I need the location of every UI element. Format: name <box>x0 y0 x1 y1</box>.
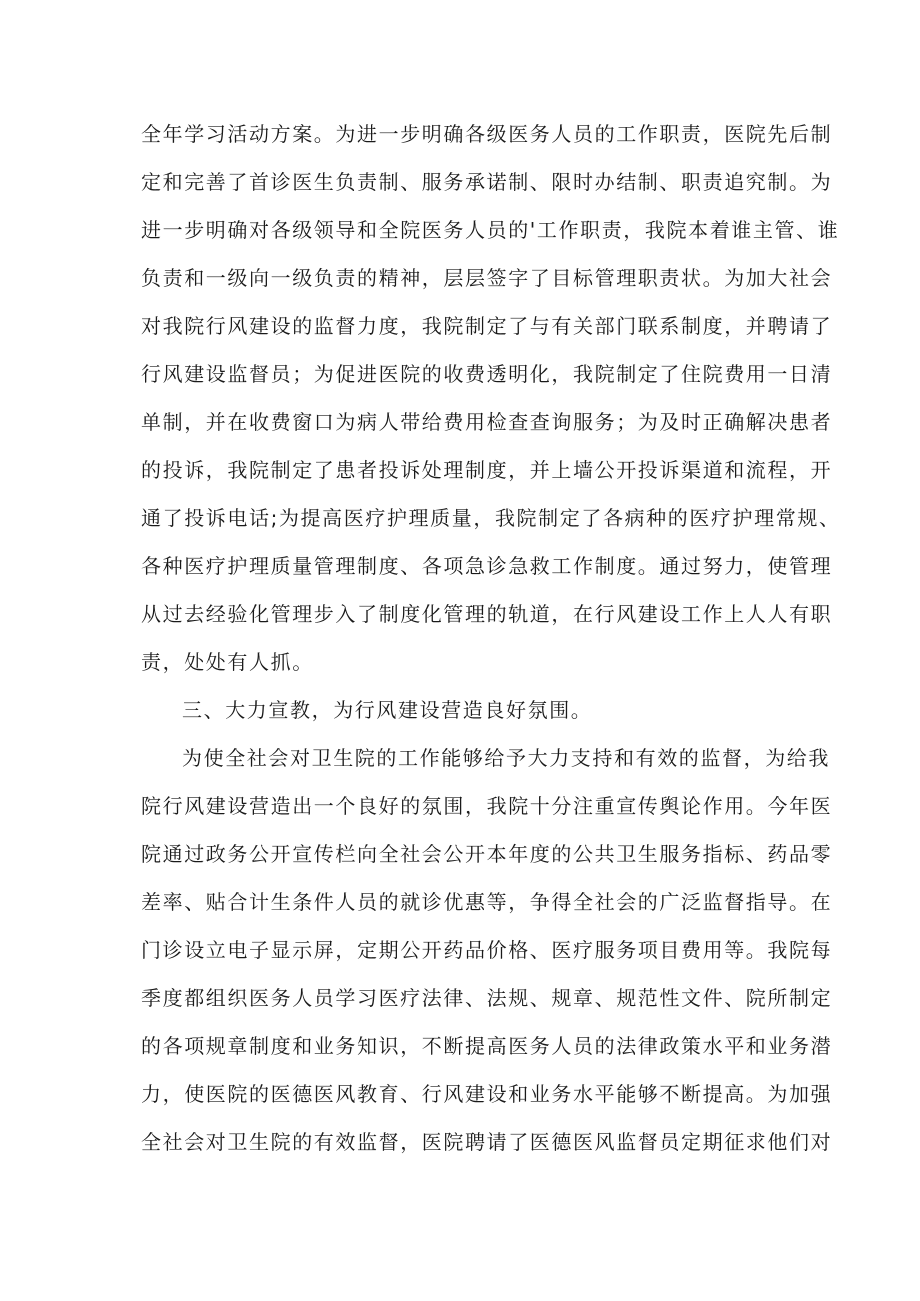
text-line-1: 全年学习活动方案。为进一步明确各级医务人员的工作职责，医院先后制 <box>141 122 833 146</box>
text-line-5: 对我院行风建设的监督力度，我院制定了与有关部门联系制度，并聘请了 <box>141 314 833 338</box>
text-line-16: 院通过政务公开宣传栏向全社会公开本年度的公共卫生服务指标、药品零 <box>141 842 833 866</box>
text-line-8: 的投诉，我院制定了患者投诉处理制度，并上墙公开投诉渠道和流程，开 <box>141 458 833 482</box>
text-line-3: 进一步明确对各级领导和全院医务人员的'工作职责，我院本着谁主管、谁 <box>141 218 840 242</box>
text-line-4: 负责和一级向一级负责的精神，层层签字了目标管理职责状。为加大社会 <box>141 266 833 290</box>
text-line-14: 为使全社会对卫生院的工作能够给予大力支持和有效的监督，为给我 <box>182 746 830 770</box>
text-line-17: 差率、贴合计生条件人员的就诊优惠等，争得全社会的广泛监督指导。在 <box>141 890 833 914</box>
text-line-18: 门诊设立电子显示屏，定期公开药品价格、医疗服务项目费用等。我院每 <box>141 938 833 962</box>
text-line-22: 全社会对卫生院的有效监督，医院聘请了医德医风监督员定期征求他们对 <box>141 1130 833 1154</box>
text-line-11: 从过去经验化管理步入了制度化管理的轨道，在行风建设工作上人人有职 <box>141 602 833 626</box>
text-line-6: 行风建设监督员；为促进医院的收费透明化，我院制定了住院费用一日清 <box>141 362 833 386</box>
text-line-19: 季度都组织医务人员学习医疗法律、法规、规章、规范性文件、院所制定 <box>141 986 833 1010</box>
section-heading: 三、大力宣教，为行风建设营造良好氛围。 <box>182 698 593 722</box>
text-line-9: 通了投诉电话;为提高医疗护理质量，我院制定了各病种的医疗护理常规、 <box>141 506 841 530</box>
text-line-21: 力，使医院的医德医风教育、行风建设和业务水平能够不断提高。为加强 <box>141 1082 833 1106</box>
text-line-7: 单制，并在收费窗口为病人带给费用检查查询服务；为及时正确解决患者 <box>141 410 833 434</box>
text-line-15: 院行风建设营造出一个良好的氛围，我院十分注重宣传舆论作用。今年医 <box>141 794 833 818</box>
text-line-2: 定和完善了首诊医生负责制、服务承诺制、限时办结制、职责追究制。为 <box>141 170 833 194</box>
text-line-10: 各种医疗护理质量管理制度、各项急诊急救工作制度。通过努力，使管理 <box>141 554 833 578</box>
text-line-12: 责，处处有人抓。 <box>141 650 314 674</box>
text-line-20: 的各项规章制度和业务知识，不断提高医务人员的法律政策水平和业务潜 <box>141 1034 833 1058</box>
